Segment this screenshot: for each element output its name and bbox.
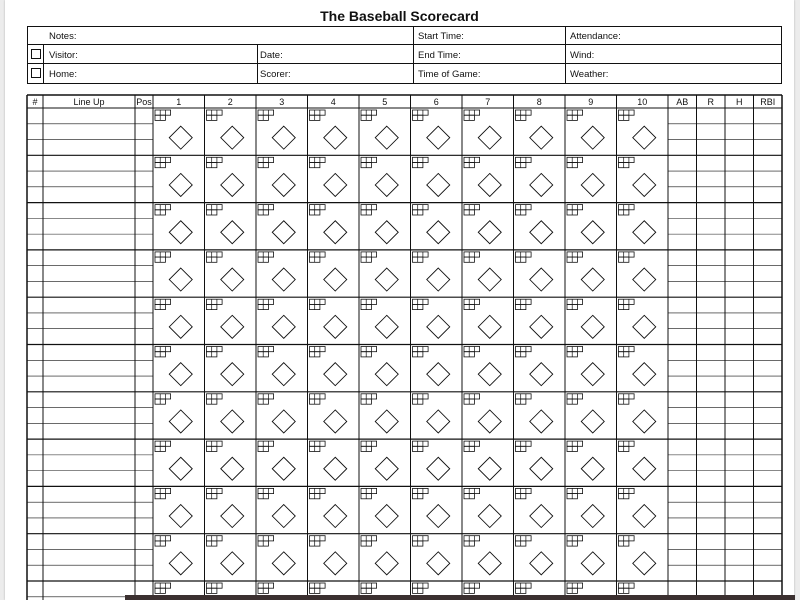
base-diamond-icon[interactable] xyxy=(478,126,501,149)
base-diamond-icon[interactable] xyxy=(375,457,398,480)
base-diamond-icon[interactable] xyxy=(581,221,604,244)
base-diamond-icon[interactable] xyxy=(221,505,244,528)
base-diamond-icon[interactable] xyxy=(633,268,656,291)
base-diamond-icon[interactable] xyxy=(530,173,553,196)
base-diamond-icon[interactable] xyxy=(375,268,398,291)
col-header-r: R xyxy=(707,97,714,107)
base-diamond-icon[interactable] xyxy=(375,173,398,196)
base-diamond-icon[interactable] xyxy=(221,173,244,196)
col-header-inning-3: 3 xyxy=(279,97,285,107)
count-box xyxy=(361,110,377,115)
scorer-label: Scorer: xyxy=(260,69,291,80)
viewer-bottom-edge xyxy=(125,595,795,600)
base-diamond-icon[interactable] xyxy=(324,268,347,291)
count-box xyxy=(155,157,171,162)
col-header-ab: AB xyxy=(676,97,689,107)
base-diamond-icon[interactable] xyxy=(221,363,244,386)
count-box xyxy=(567,252,583,257)
base-diamond-icon[interactable] xyxy=(272,315,295,338)
count-box xyxy=(310,394,326,399)
base-diamond-icon[interactable] xyxy=(169,457,192,480)
col-header-inning-9: 9 xyxy=(588,97,594,107)
base-diamond-icon[interactable] xyxy=(221,410,244,433)
count-box xyxy=(464,347,480,352)
base-diamond-icon[interactable] xyxy=(633,315,656,338)
count-box xyxy=(464,205,480,210)
col-header-inning-7: 7 xyxy=(485,97,491,107)
count-box xyxy=(567,536,583,541)
count-box xyxy=(464,583,480,588)
count-box xyxy=(207,110,223,115)
count-box xyxy=(567,488,583,493)
base-diamond-icon[interactable] xyxy=(272,457,295,480)
count-box xyxy=(258,205,274,210)
base-diamond-icon[interactable] xyxy=(530,363,553,386)
base-diamond-icon[interactable] xyxy=(530,457,553,480)
base-diamond-icon[interactable] xyxy=(427,457,450,480)
count-box xyxy=(516,157,532,162)
base-diamond-icon[interactable] xyxy=(375,315,398,338)
base-diamond-icon[interactable] xyxy=(633,173,656,196)
count-box xyxy=(155,205,171,210)
base-diamond-icon[interactable] xyxy=(272,363,295,386)
base-diamond-icon[interactable] xyxy=(427,126,450,149)
base-diamond-icon[interactable] xyxy=(324,315,347,338)
base-diamond-icon[interactable] xyxy=(478,315,501,338)
base-diamond-icon[interactable] xyxy=(272,505,295,528)
count-box xyxy=(619,157,635,162)
col-header-lineup: Line Up xyxy=(73,97,105,107)
base-diamond-icon[interactable] xyxy=(633,126,656,149)
base-diamond-icon[interactable] xyxy=(221,315,244,338)
base-diamond-icon[interactable] xyxy=(581,457,604,480)
base-diamond-icon[interactable] xyxy=(272,410,295,433)
col-header-inning-1: 1 xyxy=(176,97,182,107)
count-box xyxy=(155,347,171,352)
end-time-label: End Time: xyxy=(418,50,461,61)
base-diamond-icon[interactable] xyxy=(581,126,604,149)
count-box xyxy=(464,536,480,541)
base-diamond-icon[interactable] xyxy=(427,363,450,386)
count-box xyxy=(258,583,274,588)
base-diamond-icon[interactable] xyxy=(324,552,347,575)
count-box xyxy=(310,583,326,588)
count-box xyxy=(464,110,480,115)
count-box xyxy=(310,536,326,541)
count-box xyxy=(619,347,635,352)
base-diamond-icon[interactable] xyxy=(324,363,347,386)
count-box xyxy=(619,299,635,304)
base-diamond-icon[interactable] xyxy=(581,315,604,338)
count-box xyxy=(619,583,635,588)
count-box xyxy=(464,394,480,399)
count-box xyxy=(258,441,274,446)
base-diamond-icon[interactable] xyxy=(324,505,347,528)
base-diamond-icon[interactable] xyxy=(427,552,450,575)
count-box xyxy=(207,157,223,162)
count-box xyxy=(310,252,326,257)
count-box xyxy=(361,157,377,162)
base-diamond-icon[interactable] xyxy=(272,126,295,149)
base-diamond-icon[interactable] xyxy=(530,315,553,338)
count-box xyxy=(207,347,223,352)
base-diamond-icon[interactable] xyxy=(272,173,295,196)
base-diamond-icon[interactable] xyxy=(375,363,398,386)
base-diamond-icon[interactable] xyxy=(427,268,450,291)
count-box xyxy=(516,394,532,399)
count-box xyxy=(516,299,532,304)
count-box xyxy=(155,394,171,399)
count-box xyxy=(361,583,377,588)
count-box xyxy=(361,205,377,210)
base-diamond-icon[interactable] xyxy=(633,457,656,480)
wind-label: Wind: xyxy=(570,50,595,61)
count-box xyxy=(207,299,223,304)
col-header-inning-8: 8 xyxy=(536,97,542,107)
base-diamond-icon[interactable] xyxy=(169,552,192,575)
count-box xyxy=(619,394,635,399)
base-diamond-icon[interactable] xyxy=(427,505,450,528)
base-diamond-icon[interactable] xyxy=(169,315,192,338)
col-header-rbi: RBI xyxy=(760,97,776,107)
count-box xyxy=(516,441,532,446)
base-diamond-icon[interactable] xyxy=(324,410,347,433)
count-box xyxy=(567,110,583,115)
base-diamond-icon[interactable] xyxy=(478,410,501,433)
base-diamond-icon[interactable] xyxy=(272,221,295,244)
date-label: Date: xyxy=(260,50,283,61)
base-diamond-icon[interactable] xyxy=(169,268,192,291)
base-diamond-icon[interactable] xyxy=(530,268,553,291)
base-diamond-icon[interactable] xyxy=(272,268,295,291)
base-diamond-icon[interactable] xyxy=(169,363,192,386)
count-box xyxy=(207,441,223,446)
count-box xyxy=(413,583,429,588)
base-diamond-icon[interactable] xyxy=(324,126,347,149)
base-diamond-icon[interactable] xyxy=(272,552,295,575)
count-box xyxy=(155,488,171,493)
count-box xyxy=(310,157,326,162)
base-diamond-icon[interactable] xyxy=(530,410,553,433)
count-box xyxy=(207,205,223,210)
count-box xyxy=(310,441,326,446)
col-header-pos: Pos xyxy=(136,97,152,107)
count-box xyxy=(258,110,274,115)
base-diamond-icon[interactable] xyxy=(427,173,450,196)
base-diamond-icon[interactable] xyxy=(633,363,656,386)
base-diamond-icon[interactable] xyxy=(221,126,244,149)
start-time-label: Start Time: xyxy=(418,31,464,42)
base-diamond-icon[interactable] xyxy=(324,457,347,480)
count-box xyxy=(258,347,274,352)
count-box xyxy=(258,394,274,399)
base-diamond-icon[interactable] xyxy=(375,552,398,575)
count-box xyxy=(361,488,377,493)
count-box xyxy=(361,536,377,541)
count-box xyxy=(516,252,532,257)
count-box xyxy=(464,157,480,162)
count-box xyxy=(619,536,635,541)
count-box xyxy=(310,205,326,210)
count-box xyxy=(310,110,326,115)
base-diamond-icon[interactable] xyxy=(221,221,244,244)
col-header-inning-5: 5 xyxy=(382,97,388,107)
col-header-inning-10: 10 xyxy=(637,97,648,107)
count-box xyxy=(413,536,429,541)
count-box xyxy=(619,252,635,257)
count-box xyxy=(258,157,274,162)
count-box xyxy=(310,299,326,304)
count-box xyxy=(567,441,583,446)
visitor-label: Visitor: xyxy=(49,50,78,61)
count-box xyxy=(567,205,583,210)
count-box xyxy=(207,394,223,399)
count-box xyxy=(619,205,635,210)
base-diamond-icon[interactable] xyxy=(427,315,450,338)
base-diamond-icon[interactable] xyxy=(633,505,656,528)
count-box xyxy=(464,441,480,446)
count-box xyxy=(516,488,532,493)
base-diamond-icon[interactable] xyxy=(478,173,501,196)
count-box xyxy=(464,252,480,257)
col-header-inning-2: 2 xyxy=(227,97,233,107)
base-diamond-icon[interactable] xyxy=(169,173,192,196)
count-box xyxy=(361,299,377,304)
base-diamond-icon[interactable] xyxy=(581,552,604,575)
count-box xyxy=(155,441,171,446)
base-diamond-icon[interactable] xyxy=(633,221,656,244)
col-header-h: H xyxy=(736,97,743,107)
col-header-inning-6: 6 xyxy=(433,97,439,107)
base-diamond-icon[interactable] xyxy=(324,221,347,244)
base-diamond-icon[interactable] xyxy=(375,126,398,149)
base-diamond-icon[interactable] xyxy=(633,552,656,575)
base-diamond-icon[interactable] xyxy=(221,268,244,291)
page-title: The Baseball Scorecard xyxy=(320,8,479,24)
count-box xyxy=(619,110,635,115)
count-box xyxy=(464,488,480,493)
count-box xyxy=(207,536,223,541)
count-box xyxy=(310,347,326,352)
count-box xyxy=(619,441,635,446)
col-header-number: # xyxy=(32,97,38,107)
base-diamond-icon[interactable] xyxy=(581,410,604,433)
time-of-game-label: Time of Game: xyxy=(418,69,481,80)
base-diamond-icon[interactable] xyxy=(169,126,192,149)
base-diamond-icon[interactable] xyxy=(530,221,553,244)
count-box xyxy=(258,299,274,304)
count-box xyxy=(207,583,223,588)
home-label: Home: xyxy=(49,69,77,80)
base-diamond-icon[interactable] xyxy=(530,552,553,575)
base-diamond-icon[interactable] xyxy=(375,505,398,528)
base-diamond-icon[interactable] xyxy=(427,221,450,244)
count-box xyxy=(155,110,171,115)
count-box xyxy=(567,299,583,304)
count-box xyxy=(464,299,480,304)
count-box xyxy=(619,488,635,493)
base-diamond-icon[interactable] xyxy=(581,173,604,196)
count-box xyxy=(413,157,429,162)
count-box xyxy=(516,583,532,588)
base-diamond-icon[interactable] xyxy=(530,126,553,149)
count-box xyxy=(567,347,583,352)
base-diamond-icon[interactable] xyxy=(221,552,244,575)
count-box xyxy=(413,394,429,399)
count-box xyxy=(413,347,429,352)
count-box xyxy=(310,488,326,493)
scorecard-sheet xyxy=(5,0,794,600)
count-box xyxy=(361,252,377,257)
count-box xyxy=(258,536,274,541)
notes-label: Notes: xyxy=(49,31,77,42)
base-diamond-icon[interactable] xyxy=(581,505,604,528)
count-box xyxy=(258,252,274,257)
weather-label: Weather: xyxy=(570,69,609,80)
base-diamond-icon[interactable] xyxy=(581,268,604,291)
count-box xyxy=(155,299,171,304)
base-diamond-icon[interactable] xyxy=(478,363,501,386)
count-box xyxy=(413,110,429,115)
base-diamond-icon[interactable] xyxy=(633,410,656,433)
base-diamond-icon[interactable] xyxy=(169,505,192,528)
base-diamond-icon[interactable] xyxy=(478,552,501,575)
attendance-label: Attendance: xyxy=(570,31,621,42)
count-box xyxy=(516,536,532,541)
base-diamond-icon[interactable] xyxy=(324,173,347,196)
base-diamond-icon[interactable] xyxy=(169,221,192,244)
count-box xyxy=(361,441,377,446)
base-diamond-icon[interactable] xyxy=(221,457,244,480)
base-diamond-icon[interactable] xyxy=(169,410,192,433)
base-diamond-icon[interactable] xyxy=(478,505,501,528)
count-box xyxy=(413,205,429,210)
base-diamond-icon[interactable] xyxy=(581,363,604,386)
count-box xyxy=(207,252,223,257)
count-box xyxy=(413,299,429,304)
count-box xyxy=(361,394,377,399)
count-box xyxy=(155,536,171,541)
base-diamond-icon[interactable] xyxy=(375,410,398,433)
count-box xyxy=(516,205,532,210)
count-box xyxy=(567,157,583,162)
count-box xyxy=(413,488,429,493)
count-box xyxy=(258,488,274,493)
count-box xyxy=(516,347,532,352)
count-box xyxy=(155,252,171,257)
base-diamond-icon[interactable] xyxy=(478,221,501,244)
base-diamond-icon[interactable] xyxy=(530,505,553,528)
count-box xyxy=(207,488,223,493)
base-diamond-icon[interactable] xyxy=(478,268,501,291)
count-box xyxy=(413,252,429,257)
col-header-inning-4: 4 xyxy=(330,97,336,107)
scoring-grid xyxy=(5,0,794,600)
count-box xyxy=(361,347,377,352)
count-box xyxy=(567,583,583,588)
base-diamond-icon[interactable] xyxy=(478,457,501,480)
count-box xyxy=(155,583,171,588)
count-box xyxy=(567,394,583,399)
base-diamond-icon[interactable] xyxy=(375,221,398,244)
count-box xyxy=(413,441,429,446)
base-diamond-icon[interactable] xyxy=(427,410,450,433)
count-box xyxy=(516,110,532,115)
